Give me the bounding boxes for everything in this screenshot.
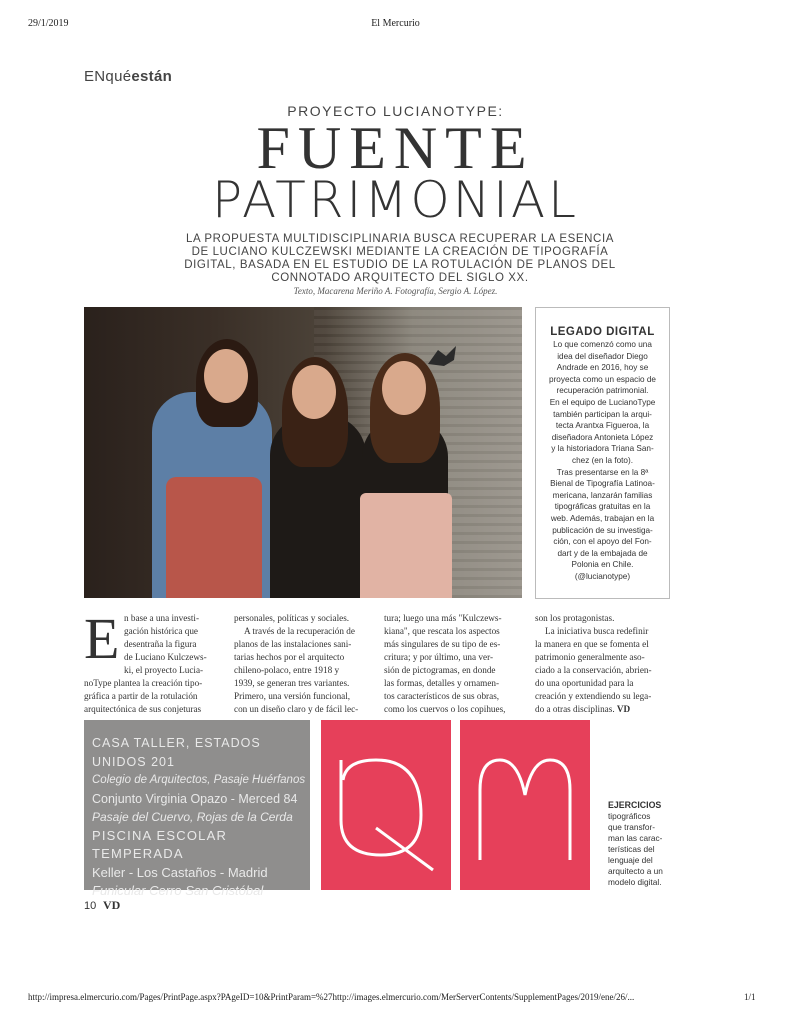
body-line: A través de la recuperación de bbox=[244, 626, 355, 636]
sidebar-line: Andrade en 2016, hoy se bbox=[556, 363, 649, 373]
print-page-count: 1/1 bbox=[744, 992, 756, 1002]
body-line: tarias hechos por el arquitecto bbox=[234, 652, 345, 662]
sidebar-title: LEGADO DIGITAL bbox=[550, 326, 655, 338]
sidebar-line: publicación de su investiga- bbox=[552, 525, 653, 535]
body-line: gación histórica que bbox=[124, 626, 198, 636]
body-line: de Luciano Kulczews- bbox=[124, 652, 207, 662]
person-left-face bbox=[204, 349, 248, 403]
caption-line: lenguaje del bbox=[608, 855, 653, 865]
sidebar-line: (@lucianotype) bbox=[574, 571, 631, 581]
end-mark: VD bbox=[616, 704, 631, 714]
sidebar-body bbox=[536, 339, 669, 582]
headline-line-2: PATRIMONIAL bbox=[211, 171, 579, 229]
body-line: chileno-polaco, entre 1918 y bbox=[234, 665, 340, 675]
body-line: n base a una investi- bbox=[124, 613, 200, 623]
section-label bbox=[84, 68, 172, 85]
type-specimen-panel bbox=[84, 720, 310, 898]
body-line: personales, políticas y sociales. bbox=[234, 613, 350, 623]
sidebar-line: dart y de la embajada de bbox=[557, 548, 648, 558]
body-line: Primero, una versión funcional, bbox=[234, 691, 351, 701]
body-line: desentraña la figura bbox=[124, 639, 197, 649]
glyph-m-drawing bbox=[460, 720, 590, 890]
body-column-2 bbox=[234, 612, 374, 716]
body-column-1 bbox=[84, 606, 224, 716]
body-line: patrimonio generalmente aso- bbox=[535, 652, 645, 662]
body-line: kiana", que rescata los aspectos bbox=[384, 626, 500, 636]
dek-line: DE LUCIANO KULCZEWSKI MEDIANTE LA CREACIÓN DE TIPOGRAFÍA bbox=[191, 246, 609, 258]
specimen-line: CASA TALLER, ESTADOS UNIDOS 201 bbox=[92, 736, 261, 769]
sidebar-line: tecta Arantxa Figueroa, la bbox=[555, 421, 650, 431]
caption-line: terísticas del bbox=[608, 844, 655, 854]
body-line: la manera en que se fomenta el bbox=[535, 639, 649, 649]
caption-line: man las carac- bbox=[608, 833, 663, 843]
sidebar-line: chez (en la foto). bbox=[572, 455, 633, 465]
section-label-bold: están bbox=[131, 68, 173, 85]
dek-line: CONNOTADO ARQUITECTO DEL SIGLO XX. bbox=[271, 272, 529, 284]
sidebar-line: mericana, lanzarán familias bbox=[552, 490, 653, 500]
sidebar-line: Tras presentarse en la 8ª bbox=[556, 467, 649, 477]
section-label-prefix: ENqué bbox=[84, 68, 132, 85]
specimen-line: Funicular Cerro San Cristóbal bbox=[92, 883, 264, 898]
body-line: con un diseño claro y de fácil lec- bbox=[234, 704, 359, 714]
wall-crow-drawing bbox=[424, 342, 464, 372]
byline: Texto, Macarena Meriño A. Fotografía, Sergio A. López. bbox=[293, 286, 498, 296]
folio-mark: VD bbox=[103, 898, 121, 912]
specimen-line: PISCINA ESCOLAR TEMPERADA bbox=[92, 827, 228, 861]
body-line: critura; y por último, una ver- bbox=[384, 652, 494, 662]
dek bbox=[120, 233, 680, 285]
caption-line: arquitecto a un bbox=[608, 866, 663, 876]
sidebar-line: tipográficas gratuitas en la bbox=[554, 502, 651, 512]
body-line: tos característicos de sus obras, bbox=[384, 691, 500, 701]
specimen-line: Colegio de Arquitectos, Pasaje Huérfanos bbox=[92, 774, 306, 786]
headline-line-1: FUENTE bbox=[256, 115, 535, 181]
sidebar-line: web. Además, trabajan en la bbox=[550, 513, 655, 523]
photo-caption bbox=[608, 800, 688, 888]
sidebar-box bbox=[535, 307, 670, 599]
sidebar-line: y la historiadora Triana San- bbox=[551, 444, 654, 454]
person-center-face bbox=[292, 365, 336, 419]
glyph-q-drawing bbox=[321, 720, 451, 890]
body-line: ciado a la conservación, abrien- bbox=[535, 665, 652, 675]
print-date: 29/1/2019 bbox=[28, 18, 69, 29]
body-line: son los protagonistas. bbox=[535, 613, 615, 623]
caption-line: tipográficos bbox=[608, 811, 651, 821]
sidebar-line: también participan la arqui- bbox=[553, 409, 652, 419]
person-right-face bbox=[382, 361, 426, 415]
body-line: do a otras disciplinas. bbox=[535, 704, 615, 714]
sidebar-line: Polonia en Chile. bbox=[571, 560, 634, 570]
print-site-title: El Mercurio bbox=[371, 18, 420, 29]
sidebar-line: ción, con el apoyo del Fon- bbox=[553, 537, 652, 547]
body-line: La iniciativa busca redefinir bbox=[545, 626, 649, 636]
person-right-pants bbox=[360, 493, 452, 598]
body-column-3 bbox=[384, 612, 524, 716]
folio bbox=[84, 898, 120, 913]
page-number: 10 bbox=[84, 900, 97, 912]
sidebar-line: Lo que comenzó como una bbox=[553, 340, 652, 349]
person-left-skirt bbox=[166, 477, 262, 598]
caption-title: EJERCICIOS bbox=[608, 800, 662, 810]
caption-line: modelo digital. bbox=[608, 877, 662, 887]
body-line: planos de las instalaciones sani- bbox=[234, 639, 352, 649]
print-footer-url: http://impresa.elmercurio.com/Pages/PrintPage.aspx?PAgeID=10&PrintParam=%27http://images.elmercurio.com/MerServerContents/SupplementPages/2019/ene/26/... bbox=[28, 992, 635, 1002]
body-line-last bbox=[535, 703, 671, 716]
sidebar-line: recuperación patrimonial. bbox=[556, 386, 649, 396]
caption-line: que transfor- bbox=[608, 822, 656, 832]
specimen-line: Pasaje del Cuervo, Rojas de la Cerda bbox=[92, 810, 293, 824]
glyph-panel-q bbox=[321, 720, 451, 890]
specimen-line: Keller - Los Castaños - Madrid bbox=[92, 864, 268, 880]
body-line: 1939, se generan tres variantes. bbox=[234, 678, 350, 688]
body-line: como los cuervos o los copihues, bbox=[384, 704, 506, 714]
sidebar-line: diseñadora Antonieta López bbox=[551, 432, 654, 442]
body-line: do una oportunidad para la bbox=[535, 678, 634, 688]
kicker: PROYECTO LUCIANOTYPE: bbox=[287, 103, 504, 119]
glyph-panel-m bbox=[460, 720, 590, 890]
body-line: creación y extendiendo su lega- bbox=[535, 691, 652, 701]
dek-line: DIGITAL, BASADA EN EL ESTUDIO DE LA ROTULACIÓN DE PLANOS DEL bbox=[184, 259, 616, 271]
body-line: ki, el proyecto Lucia- bbox=[124, 665, 204, 675]
dek-line: LA PROPUESTA MULTIDISCIPLINARIA BUSCA RECUPERAR LA ESENCIA bbox=[185, 233, 615, 245]
sidebar-line: proyecta como un espacio de bbox=[549, 374, 656, 384]
sidebar-line: Bienal de Tipografía Latinoa- bbox=[550, 479, 655, 489]
body-line: las formas, detalles y ornamen- bbox=[384, 678, 500, 688]
body-line: tura; luego una más "Kulczews- bbox=[384, 613, 502, 623]
sidebar-line: idea del diseñador Diego bbox=[557, 351, 648, 361]
drop-cap: E bbox=[84, 606, 120, 671]
body-line: noType plantea la creación tipo- bbox=[84, 678, 203, 688]
sidebar-line: En el equipo de LucianoType bbox=[549, 397, 656, 407]
team-photo bbox=[84, 307, 522, 598]
body-line: sión de pictogramas, en donde bbox=[384, 665, 496, 675]
body-column-4 bbox=[535, 612, 671, 716]
body-line: más singulares de su tipo de es- bbox=[384, 639, 501, 649]
body-line: arquitectónica de sus conjeturas bbox=[84, 704, 202, 714]
specimen-line: Conjunto Virginia Opazo - Merced 84 bbox=[92, 791, 298, 806]
body-line: gráfica a partir de la rotulación bbox=[84, 691, 198, 701]
